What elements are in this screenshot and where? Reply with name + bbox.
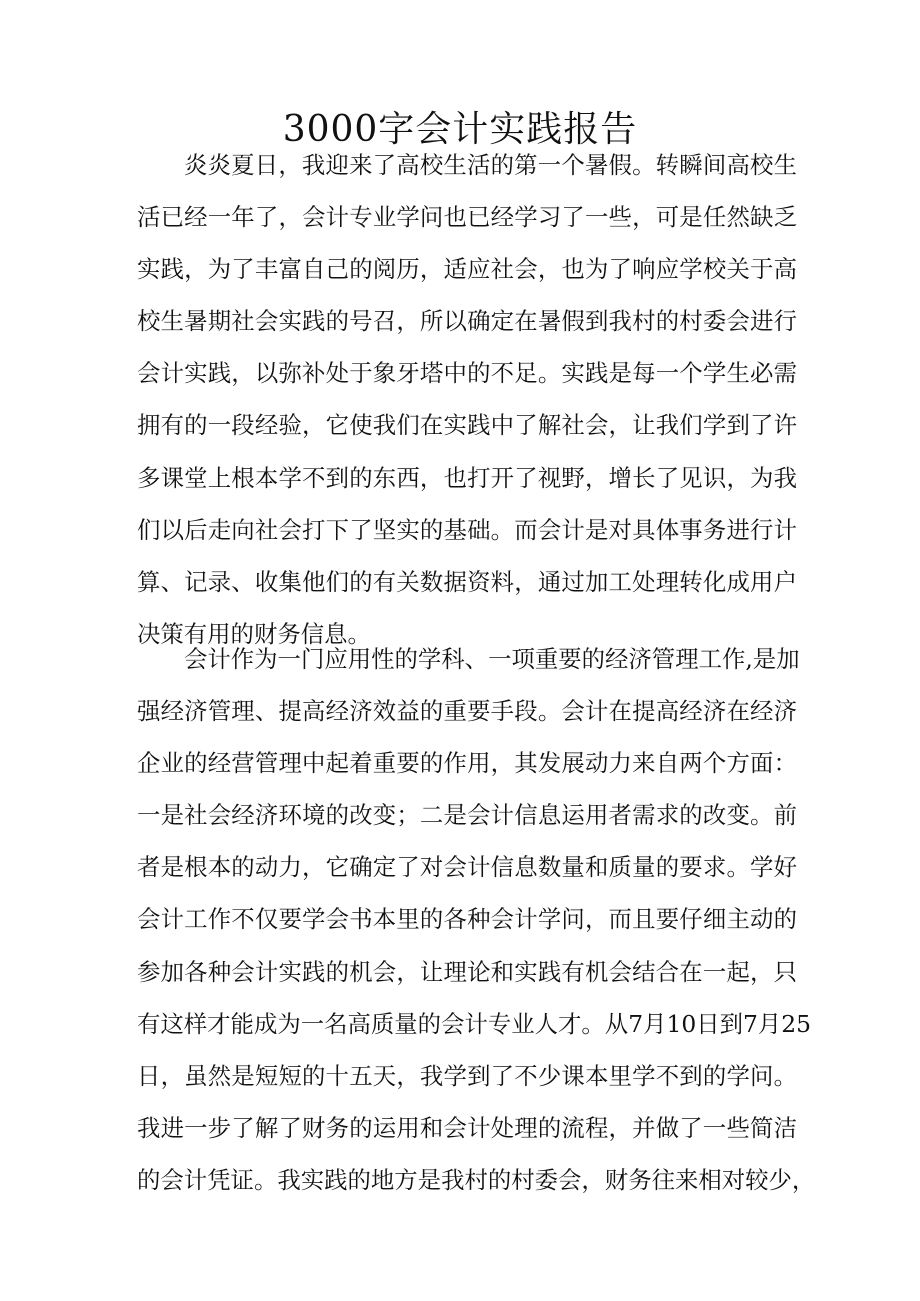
paragraph-line: 一是社会经济环境的改变；二是会计信息运用者需求的改变。前 [137,801,797,830]
paragraph-2 [137,633,816,1206]
paragraph-line: 校生暑期社会实践的号召，所以确定在暑假到我村的村委会进行 [137,307,797,336]
paragraph-line: 会计工作不仅要学会书本里的各种会计学问，而且要仔细主动的 [137,905,797,934]
paragraph-line: 多课堂上根本学不到的东西，也打开了视野，增长了见识，为我 [137,463,797,492]
paragraph-line: 强经济管理、提高经济效益的重要手段。会计在提高经济在经济 [137,697,797,726]
paragraph-line: 实践，为了丰富自己的阅历，适应社会，也为了响应学校关于高 [137,255,797,284]
paragraph-line: 参加各种会计实践的机会，让理论和实践有机会结合在一起，只 [137,957,797,986]
paragraph-line: 者是根本的动力，它确定了对会计信息数量和质量的要求。学好 [137,853,797,882]
paragraph-line: 炎炎夏日，我迎来了高校生活的第一个暑假。转瞬间高校生 [184,151,797,179]
paragraph-1 [137,139,797,660]
paragraph-line: 活已经一年了，会计专业学问也已经学习了一些，可是任然缺乏 [137,203,797,232]
paragraph-line: 会计作为一门应用性的学科、一项重要的经济管理工作,是加 [184,645,800,673]
paragraph-line: 日，虽然是短短的十五天，我学到了不少课本里学不到的学问。 [137,1061,797,1090]
paragraph-line: 算、记录、收集他们的有关数据资料，通过加工处理转化成用户 [137,567,797,596]
paragraph-line: 企业的经营管理中起着重要的作用，其发展动力来自两个方面： [137,749,797,778]
document-title: 3000字会计实践报告 [282,109,638,150]
paragraph-line: 有这样才能成为一名高质量的会计专业人才。从7月10日到7月25 [137,1009,812,1038]
paragraph-line: 们以后走向社会打下了坚实的基础。而会计是对具体事务进行计 [137,515,797,544]
paragraph-line: 会计实践，以弥补处于象牙塔中的不足。实践是每一个学生必需 [137,359,797,388]
paragraph-line: 拥有的一段经验，它使我们在实践中了解社会，让我们学到了许 [137,411,797,440]
paragraph-line: 我进一步了解了财务的运用和会计处理的流程，并做了一些简洁 [137,1113,797,1142]
paragraph-line: 决策有用的财务信息。 [137,619,371,648]
paragraph-line: 的会计凭证。我实践的地方是我村的村委会，财务往来相对较少， [137,1165,816,1194]
